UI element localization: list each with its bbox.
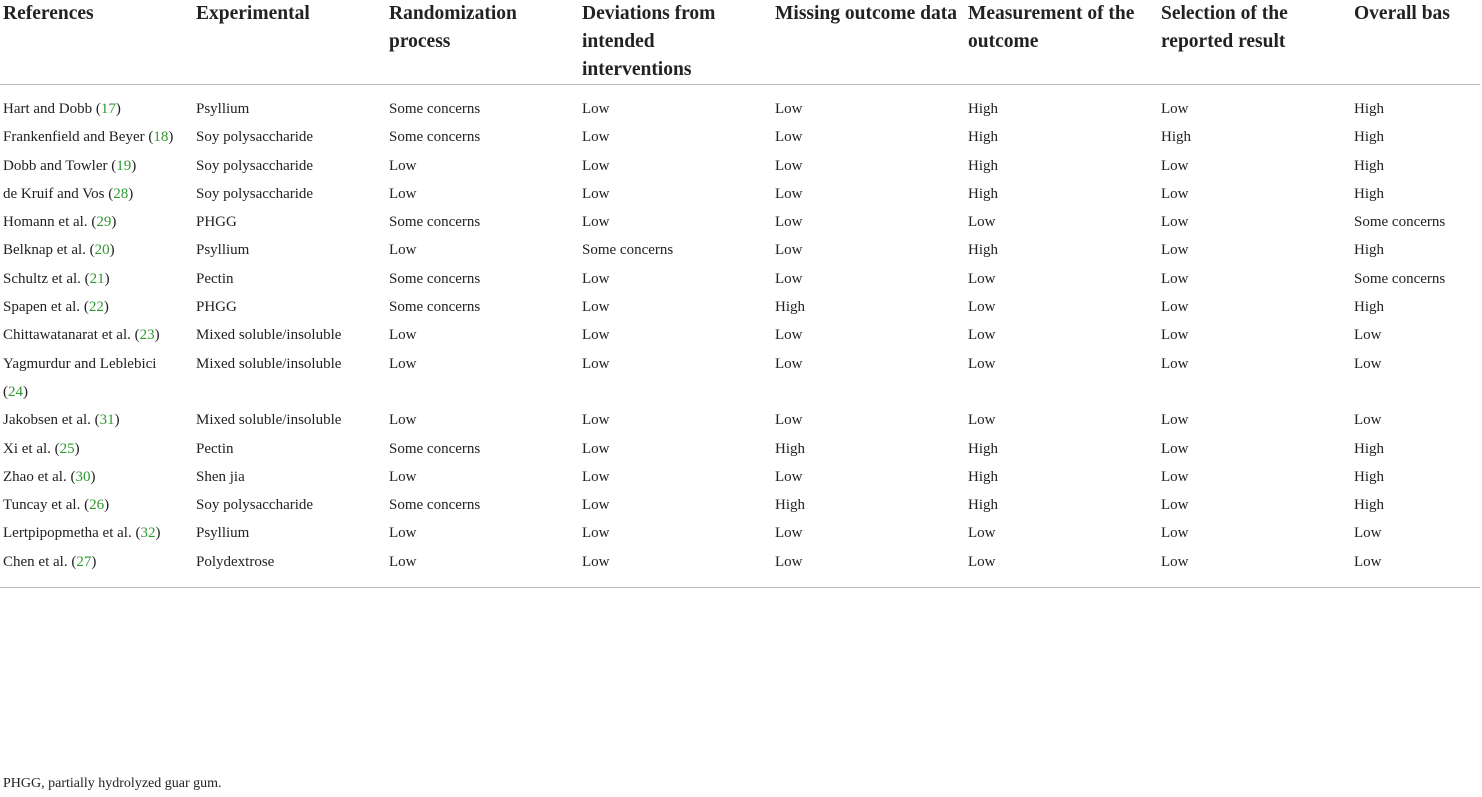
table-row (0, 208, 1480, 236)
table-row (0, 548, 1480, 588)
cell-randomization: Low (389, 185, 417, 202)
reference-name: Zhao et al. (3, 468, 67, 485)
cell-missing-data: Low (775, 242, 803, 259)
cell-randomization: Low (389, 157, 417, 174)
cell-measurement: High (968, 242, 998, 259)
cell-measurement: High (968, 497, 998, 514)
reference-name: de Kruif and Vos (3, 185, 105, 202)
cell-missing-data: Low (775, 412, 803, 429)
cell-missing-data: Low (775, 270, 803, 287)
cell-overall-bias: Low (1351, 548, 1480, 588)
header-randomization-process: Randomization process (386, 0, 579, 85)
reference-name: Homann et al. (3, 214, 88, 231)
cell-selection: Low (1161, 242, 1189, 259)
reference-citation-link[interactable]: 28 (113, 185, 129, 202)
cell-selection: Low (1161, 355, 1189, 372)
cell-measurement: Low (968, 412, 996, 429)
cell-measurement: Low (968, 270, 996, 287)
cell-overall-bias: Low (1354, 525, 1382, 542)
cell-measurement: High (968, 157, 998, 174)
reference-citation-link[interactable]: 23 (139, 327, 155, 344)
cell-measurement: Low (968, 327, 996, 344)
reference-citation-link[interactable]: 26 (89, 497, 105, 514)
cell-experimental: Psyllium (196, 525, 250, 542)
reference-citation-link[interactable]: 20 (94, 242, 110, 259)
cell-deviations: Low (582, 214, 610, 231)
cell-overall-bias: High (1354, 440, 1384, 457)
cell-overall-bias: Low (1354, 327, 1382, 344)
cell-experimental: Mixed soluble/insoluble (196, 412, 342, 429)
reference-name: Chittawatanarat et al. (3, 327, 131, 344)
cell-experimental: Pectin (196, 270, 234, 287)
cell-randomization: Some concerns (389, 270, 481, 287)
cell-randomization: Low (389, 355, 417, 372)
cell-overall-bias: High (1354, 468, 1384, 485)
cell-reference: Chen et al. (27) (0, 548, 193, 588)
reference-name: Jakobsen et al. (3, 412, 91, 429)
cell-selection: Low (1161, 497, 1189, 514)
cell-missing-data: Low (775, 157, 803, 174)
cell-deviations: Low (582, 468, 610, 485)
cell-overall-bias: High (1354, 157, 1384, 174)
table-row (0, 491, 1480, 519)
reference-citation-link[interactable]: 30 (75, 468, 91, 485)
cell-randomization: Low (389, 525, 417, 542)
cell-reference: Hart and Dobb (17) (3, 101, 121, 117)
cell-selection: Low (1161, 412, 1189, 429)
cell-selection: Low (1161, 525, 1189, 542)
cell-measurement: Low (968, 525, 996, 542)
cell-selection: Low (1161, 270, 1189, 287)
table-footnote: PHGG, partially hydrolyzed guar gum. (3, 776, 222, 791)
cell-reference: Schultz et al. (21) (3, 270, 110, 287)
reference-name: Spapen et al. (3, 299, 81, 316)
cell-overall-bias: Low (1354, 412, 1382, 429)
cell-deviations: Low (582, 355, 610, 372)
cell-selection: Low (1158, 548, 1351, 588)
cell-experimental: Psyllium (196, 101, 250, 117)
reference-name: Xi et al. (3, 440, 51, 457)
header-experimental: Experimental (193, 0, 386, 85)
cell-missing-data: High (775, 440, 805, 457)
cell-reference: Homann et al. (29) (3, 214, 117, 231)
reference-name: Dobb and Towler (3, 157, 108, 174)
cell-overall-bias: Low (1354, 355, 1382, 372)
cell-missing-data: Low (772, 548, 965, 588)
reference-citation-link[interactable]: 19 (116, 157, 132, 174)
cell-randomization: Some concerns (389, 497, 481, 514)
cell-selection: Low (1161, 468, 1189, 485)
table-row (0, 435, 1480, 463)
cell-overall-bias: Some concerns (1354, 214, 1446, 231)
cell-randomization: Low (389, 327, 417, 344)
cell-measurement: High (968, 101, 998, 117)
table-row (0, 519, 1480, 547)
cell-measurement: Low (965, 548, 1158, 588)
cell-experimental: Soy polysaccharide (196, 497, 314, 514)
cell-reference: Xi et al. (25) (3, 440, 80, 457)
cell-missing-data: Low (775, 355, 803, 372)
cell-deviations: Low (582, 101, 610, 117)
cell-measurement: High (968, 440, 998, 457)
cell-deviations: Low (582, 525, 610, 542)
cell-overall-bias: High (1354, 299, 1384, 316)
cell-missing-data: Low (775, 214, 803, 231)
cell-reference: Yagmurdur and Leblebici (24) (3, 355, 157, 400)
cell-measurement: Low (968, 299, 996, 316)
cell-missing-data: Low (775, 185, 803, 202)
cell-deviations: Low (582, 497, 610, 514)
table-row (0, 463, 1480, 491)
cell-selection: High (1161, 129, 1191, 146)
cell-experimental: Polydextrose (193, 548, 386, 588)
table-row (0, 152, 1480, 180)
cell-reference: Lertpipopmetha et al. (32) (3, 525, 161, 542)
cell-randomization: Low (389, 468, 417, 485)
table-row (0, 293, 1480, 321)
reference-citation-link[interactable]: 22 (88, 299, 104, 316)
table-row (0, 321, 1480, 349)
table-header (0, 0, 1480, 85)
reference-name: Belknap et al. (3, 242, 86, 259)
table-row (0, 180, 1480, 208)
cell-deviations: Some concerns (582, 242, 674, 259)
header-deviations: Deviations from intended interventions (579, 0, 772, 85)
cell-reference: Dobb and Towler (19) (3, 157, 137, 174)
cell-experimental: PHGG (196, 299, 237, 316)
table-row (0, 85, 1480, 124)
cell-measurement: Low (968, 214, 996, 231)
cell-reference: Belknap et al. (20) (3, 242, 115, 259)
table-row (0, 406, 1480, 434)
reference-citation-link[interactable]: 29 (96, 214, 112, 231)
cell-experimental: Mixed soluble/insoluble (196, 355, 342, 372)
cell-reference: Chittawatanarat et al. (23) (3, 327, 160, 344)
cell-deviations: Low (582, 412, 610, 429)
cell-randomization: Some concerns (389, 101, 481, 117)
cell-randomization: Low (386, 548, 579, 588)
cell-overall-bias: Some concerns (1354, 270, 1446, 287)
cell-randomization: Low (389, 242, 417, 259)
header-selection-reported-result: Selection of the reported result (1158, 0, 1351, 85)
cell-overall-bias: High (1354, 129, 1384, 146)
cell-missing-data: Low (775, 101, 803, 117)
header-measurement-outcome: Measurement of the outcome (965, 0, 1158, 85)
cell-selection: Low (1161, 157, 1189, 174)
reference-name: Hart and Dobb (3, 101, 93, 117)
header-references: References (0, 0, 193, 85)
table-row (0, 123, 1480, 151)
cell-deviations: Low (582, 129, 610, 146)
cell-reference: Spapen et al. (22) (3, 299, 109, 316)
cell-measurement: High (968, 468, 998, 485)
cell-missing-data: High (775, 497, 805, 514)
reference-citation-link[interactable]: 21 (89, 270, 105, 287)
cell-selection: Low (1161, 299, 1189, 316)
cell-missing-data: High (775, 299, 805, 316)
cell-experimental: Soy polysaccharide (196, 157, 314, 174)
reference-name: Yagmurdur and Leblebici (3, 355, 157, 372)
header-row (0, 0, 1480, 85)
cell-randomization: Some concerns (389, 214, 481, 231)
cell-reference: de Kruif and Vos (28) (3, 185, 134, 202)
cell-reference: Tuncay et al. (26) (3, 497, 110, 514)
cell-measurement: High (968, 129, 998, 146)
reference-name: Frankenfield and Beyer (3, 129, 145, 146)
cell-experimental: Shen jia (196, 468, 245, 485)
cell-reference: Zhao et al. (30) (3, 468, 96, 485)
reference-name: Lertpipopmetha et al. (3, 525, 132, 542)
cell-deviations: Low (582, 440, 610, 457)
cell-reference: Jakobsen et al. (31) (3, 412, 120, 429)
cell-deviations: Low (582, 327, 610, 344)
cell-selection: Low (1161, 185, 1189, 202)
cell-deviations: Low (579, 548, 772, 588)
cell-experimental: PHGG (196, 214, 237, 231)
cell-experimental: Pectin (196, 440, 234, 457)
cell-measurement: Low (968, 355, 996, 372)
cell-deviations: Low (582, 157, 610, 174)
cell-randomization: Some concerns (389, 299, 481, 316)
table-row (0, 350, 1480, 407)
cell-deviations: Low (582, 270, 610, 287)
reference-name: Schultz et al. (3, 270, 81, 287)
cell-randomization: Low (389, 412, 417, 429)
cell-experimental: Psyllium (196, 242, 250, 259)
cell-selection: Low (1161, 101, 1189, 117)
cell-randomization: Some concerns (389, 129, 481, 146)
cell-selection: Low (1161, 214, 1189, 231)
reference-citation-link[interactable]: 32 (140, 525, 156, 542)
cell-deviations: Low (582, 299, 610, 316)
reference-name: Chen et al. (3, 553, 68, 570)
table-row (0, 236, 1480, 264)
cell-missing-data: Low (775, 327, 803, 344)
cell-overall-bias: High (1354, 185, 1384, 202)
cell-experimental: Soy polysaccharide (196, 129, 314, 146)
cell-overall-bias: High (1354, 242, 1384, 259)
cell-reference: Frankenfield and Beyer (18) (3, 129, 174, 146)
table-row (0, 265, 1480, 293)
reference-citation-link[interactable]: 31 (99, 412, 115, 429)
cell-randomization: Some concerns (389, 440, 481, 457)
cell-experimental: Soy polysaccharide (196, 185, 314, 202)
table-body (0, 85, 1480, 588)
reference-citation-link[interactable]: 17 (100, 101, 116, 117)
header-missing-outcome-data: Missing outcome data (772, 0, 965, 85)
cell-missing-data: Low (775, 525, 803, 542)
cell-deviations: Low (582, 185, 610, 202)
cell-overall-bias: High (1354, 497, 1384, 514)
cell-missing-data: Low (775, 129, 803, 146)
header-overall-bias: Overall bas (1351, 0, 1480, 85)
reference-citation-link[interactable]: 24 (8, 383, 23, 400)
cell-experimental: Mixed soluble/insoluble (196, 327, 342, 344)
reference-citation-link[interactable]: 18 (153, 129, 169, 146)
cell-selection: Low (1161, 327, 1189, 344)
reference-name: Tuncay et al. (3, 497, 81, 514)
cell-measurement: High (968, 185, 998, 202)
cell-overall-bias: High (1354, 101, 1384, 117)
cell-missing-data: Low (775, 468, 803, 485)
reference-citation-link[interactable]: 27 (76, 553, 92, 570)
reference-citation-link[interactable]: 25 (59, 440, 75, 457)
cell-selection: Low (1161, 440, 1189, 457)
